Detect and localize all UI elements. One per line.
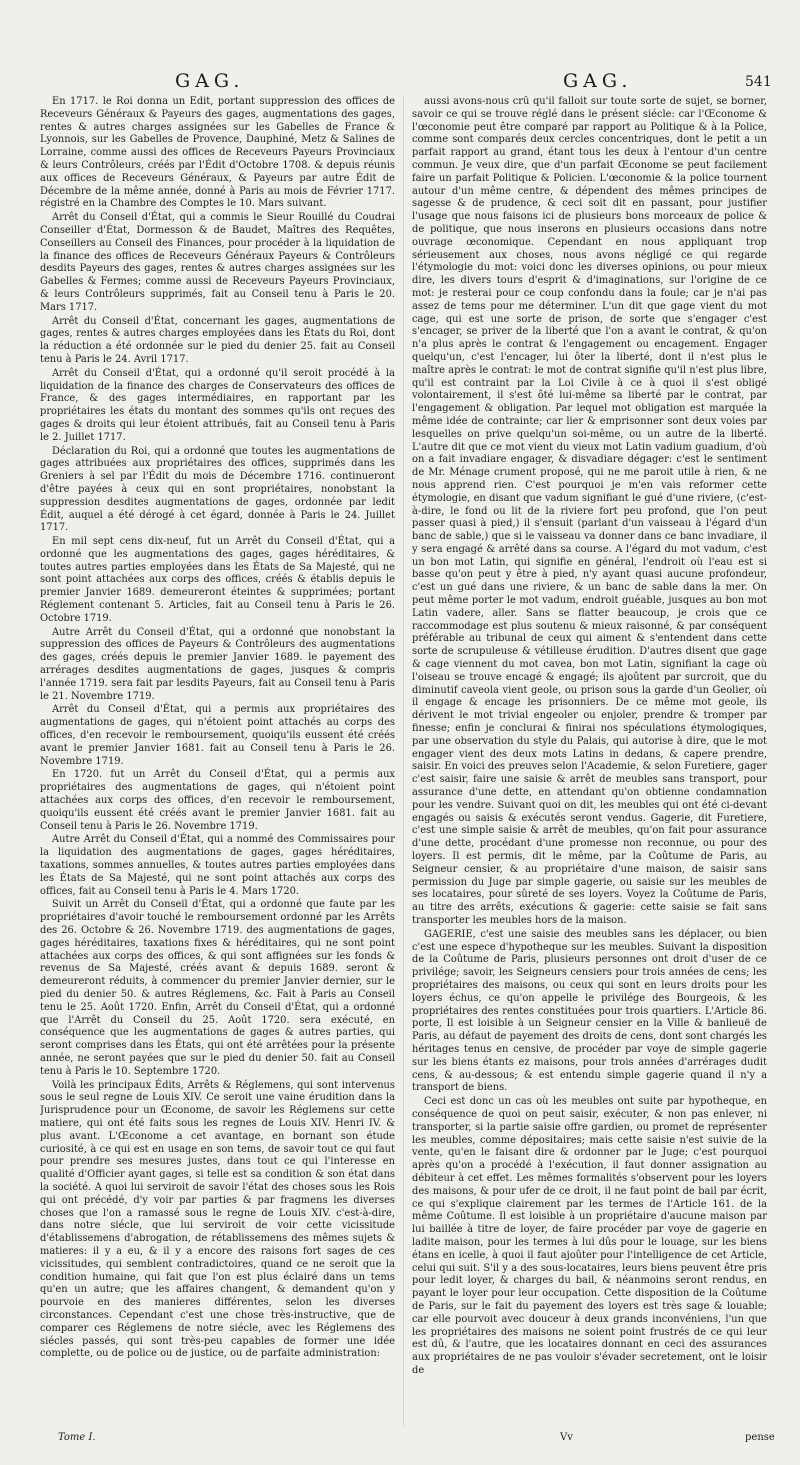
paragraph: Arrêt du Conseil d'État, qui a permis aux propriétaires des augmentations de gages, qui n'étoient point attachés au corps des offices, d'en recevoir le remboursement, quoiqu'ils eussent été créés avant le premier Janvier 1681. fait au Conseil tenu à Paris le 26. Novembre 1719. bbox=[40, 704, 395, 767]
paragraph: Suivit un Arrêt du Conseil d'État, qui a ordonné que faute par les propriétaires d'avoir touché le remboursement ordonné par les Arrêts des 26. Octobre & 26. Novembre 1719. des augmentations de gages, gages héréditaires, taxations fixes & héréditaires, qui ne sont point attachées aux corps des offices, & qui sont affignées sur les fonds & revenus de Sa Majesté, créés avant & depuis 1689. seront & demeureront réduits, à commencer du premier Janvier dernier, sur le pied du denier 50. & autres Réglemens, &c. Fait à Paris au Conseil tenu le 25. Août 1720. Enfin, Arrêt du Conseil d'État, qui a ordonné que l'Arrêt du Conseil du 25. Août 1720. sera exécuté, en conséquence que les augmentations de gages & autres parties, qui seront comprises dans les États, qui ont été arrêtées pour la présente année, ne seront payées que sur le pied du denier 50. fait au Conseil tenu à Paris le 10. Septembre 1720. bbox=[40, 899, 395, 1077]
paragraph: Autre Arrêt du Conseil d'État, qui a nommé des Commissaires pour la liquidation des augmentations de gages, gages héréditaires, taxations, sommes annuelles, & toutes autres parties employées dans les États de Sa Majesté, qui ne sont point attachés aux corps des offices, fait au Conseil tenu à Paris le 4. Mars 1720. bbox=[40, 834, 395, 897]
running-head-left: GAG. bbox=[175, 70, 245, 92]
paragraph: Déclaration du Roi, qui a ordonné que toutes les augmentations de gages attribuées aux propriétaires des offices, supprimés dans les Greniers à sel par l'Édit du mois de Décembre 1716. continueront d'être payées à ceux qui en sont propriétaires, nonobstant la suppression desdites augmentations de gages, ordonnée par ledit Édit, auquel a été dérogé à cet égard, donnée à Paris le 24. Juillet 1717. bbox=[40, 445, 395, 534]
paragraph: Arrêt du Conseil d'État, qui a ordonné qu'il seroit procédé à la liquidation de la finance des charges de Conservateurs des offices de France, & des gages intermédiaires, en rapportant par les propriétaires les états du montant des sommes qu'ils ont reçues des gages & droits qui leur étoient attribués, fait au Conseil tenu à Paris le 2. Juillet 1717. bbox=[40, 367, 395, 443]
paragraph: En mil sept cens dix-neuf, fut un Arrêt du Conseil d'État, qui a ordonné que les augmentations des gages, gages héréditaires, & toutes autres parties employées dans les États de Sa Majesté, qui ne sont point attachées aux corps des offices, créés & établis depuis le premier Janvier 1689. demeureront éteintes & supprimées; portant Réglement contenant 5. Articles, fait au Conseil tenu à Paris le 26. Octobre 1719. bbox=[40, 536, 395, 624]
paragraph: Arrêt du Conseil d'État, qui a commis le Sieur Rouillé du Coudrai Conseiller d'État, Dormesson & de Baudet, Maîtres des Requêtes, Conseillers au Conseil des Finances, pour procéder à la liquidation de la finance des offices de Receveurs Généraux Payeurs & Contrôleurs desdits Payeurs des gages, rentes & autres charges assignées sur les Gabelles & Fermes; comme aussi de Receveurs Payeurs Provinciaux, & leurs Contrôleurs supprimés, fait au Conseil tenu à Paris le 20. Mars 1717. bbox=[40, 212, 395, 313]
paragraph: Autre Arrêt du Conseil d'État, qui a ordonné que nonobstant la suppression des offices de Payeurs & Contrôleurs des augmentations des gages, créés depuis le premier Janvier 1689. le payement des arrérages desdites augmentations de gages, jusques & compris l'année 1719. sera fait par lesdits Payeurs, fait au Conseil tenu à Paris le 21. Novembre 1719. bbox=[40, 626, 395, 702]
paragraph: En 1720. fut un Arrêt du Conseil d'État, qui a permis aux propriétaires des augmentations de gages, qui n'étoient point attachées aux corps des offices, d'en recevoir le remboursement, quoiqu'ils eussent été créés avant le premier Janvier 1681. fait au Conseil tenu à Paris le 26. Novembre 1719. bbox=[40, 769, 395, 832]
paragraph: GAGERIE, c'est une saisie des meubles sans les déplacer, ou bien c'est une espece d'hypotheque sur les meubles. Suivant la disposition de la Coûtume de Paris, plusieurs personnes ont droit d'user de ce privilége; savoir, les Seigneurs censiers pour trois années de cens; les propriétaires des maisons, ou ceux qui sont en leurs droits pour les loyers échus, ce qu'on appelle le privilége des Bourgeois, & les propriétaires des rentes constituées pour trois quartiers. L'Article 86. porte, Il est loisible à un Seigneur censier en la Ville & banlieuë de Paris, au défaut de payement des droits de cens, dont sont chargés les héritages tenus en censive, de procéder par voye de simple gagerie sur les biens étants ez maisons, pour trois années d'arrérages dudit cens, & au-dessous; & est entendu simple gagerie quand il n'y a transport de biens. bbox=[412, 928, 767, 1094]
paragraph: Ceci est donc un cas où les meubles ont suite par hypotheque, en conséquence de quoi on peut saisir, exécuter, & non pas enlever, ni transporter, si la partie saisie offre gardien, ou promet de représenter les meubles, comme dépositaires; mais cette saisie n'est suivie de la vente, qu'en le faisant dire & ordonner par le Juge; c'est pourquoi après qu'on a procédé à l'exécution, il faut donner assignation au débiteur à cet effet. Les mêmes formalités s'observent pour les loyers des maisons, & pour ufer de ce droit, il ne faut point de bail par écrit, ce qui s'explique clairement par les termes de l'Article 161. de la même Coûtume. Il est loisible à un propriétaire d'aucune maison par lui baillée à titre de loyer, de faire procéder par voye de gagerie en ladite maison, pour les termes à lui dûs pour le louage, sur les biens étans en icelle, à quoi il faut ajoûter pour l'intelligence de cet Article, celui qui suit. S'il y a des sous-locataires, leurs biens peuvent être pris pour ledit loyer, & charges du bail, & néanmoins seront rendus, en payant le loyer pour leur occupation. Cette disposition de la Coûtume de Paris, sur le fait du payement des loyers est très sage & louable; car elle pourvoit avec douceur à deux grands inconvéniens, l'un que les propriétaires des maisons ne soient point frustrés de ce qui leur est dû, & l'autre, que les locataires donnant en ceci des assurances aux propriétaires de ne pas vouloir s'évader secretement, ont le loisir de bbox=[412, 1096, 767, 1376]
catchword: pense bbox=[745, 1432, 775, 1443]
volume-mark: Tome I. bbox=[58, 1432, 96, 1443]
paragraph: aussi avons-nous crû qu'il falloit sur toute sorte de sujet, se borner, savoir ce qui se trouve réglé dans le présent siécle: car l'Œconome & l'œconomie peut être comparé par rapport au Politique & à la Police, comme sont comparés deux cercles concentriques, dont le petit a un parfait rapport au grand, étant tous les deux à l'entour d'un centre commun. Je veux dire, que d'un parfait Œconome se peut facilement faire un parfait Politique & Policien. L'œconomie & la police tournent autour d'un même centre, & dépendent des mêmes principes de sagesse & de prudence, & ceci soit dit en passant, pour justifier l'usage que nous faisons ici de plusieurs bons morceaux de police & de politique, que nous inserons en plusieurs occasions dans notre ouvrage œconomique. Cependant en nous appliquant trop sérieusement aux choses, nous avons négligé ce qui regarde l'étymologie du mot: voici donc les diverses opinions, ou pour mieux dire, les divers tours d'esprit & d'imaginations, sur l'origine de ce mot: je resterai pour ce coup confondu dans la foule; car je n'ai pas assez de tems pour me déterminer. L'un dit que gage vient du mot cage, qui est une sorte de prison, de sorte que s'engager c'est s'encager, se priver de la liberté que l'on a avant le contrat, & qu'on n'a plus après le contrat & l'engagement ou encagement. Engager quelqu'un, c'est l'encager, lui ôter la liberté, dont il n'est plus le maître après le contrat: le mot de contrat signifie qu'il n'est plus libre, qu'il est contraint par la Loi Civile à ce à quoi il s'est obligé volontairement, il s'est ôté lui-même sa liberté par le contrat, par l'engagement & obligation. Par lequel mot obligation est marquée la même idée de contrainte; car lier & emprisonner sont deux voies par lesquelles on prive quelqu'un soi-même, ou un autre de la liberté. L'autre dit que ce mot vient du vieux mot Latin vadium guadium, d'où on a fait invadiare engager, & disvadiare dégager: c'est le sentiment de Mr. Ménage crument proposé, qui ne me paroit utile à rien, & ne nous apprend rien. C'est pourquoi je m'en vais reformer cette étymologie, en disant que vadum signifiant le gué d'une riviere, (c'est-à-dire, le fond ou lit de la riviere fort peu profond, que l'on peut passer quasi à pied,) il s'ensuit (parlant d'un vaisseau à l'égard d'un banc de sable,) que si le vaisseau va donner dans ce banc invadiare, il y sera engagé & arrêté dans sa course. A l'égard du mot vadum, c'est un bon mot Latin, qui signifie en général, l'endroit où l'eau est si basse qu'on peut y être à pied, n'y ayant quasi aucune profondeur, c'est un gué dans une riviere, & un banc de sable dans la mer. On peut même porter le mot vadum, endroit guéable, jusques au bon mot Latin vadere, aller. Sans se flatter beaucoup, je crois que ce raccommodage est plus soutenu & mieux raisonné, & par conséquent préférable au tribunal de ceux qui aiment & s'entendent dans cette sorte de scrupuleuse & vétilleuse érudition. D'autres disent que gage & cage viennent du mot cavea, bon mot Latin, signifiant la cage où l'oiseau se trouve encagé & engagé; ils ajoûtent par surcroit, que du diminutif caveola vient geole, ou prison sous la garde d'un Geolier, où il engage & encage les prisonniers. De ce même mot geole, ils dérivent le mot trivial engeoler ou enjoler, prendre & tromper par finesse; enfin je conclurai & finirai nos spéculations étymologiques, par une observation du style du Palais, qui autorise à dire, que le mot engager vient des deux mots Latins in dedans, & capere prendre, saisir. En voici des preuves selon l'Academie, & selon Furetiere, gager c'est saisir, faire une saisie & arrêt de meubles sans transport, pour assurance d'une dette, en attendant qu'on obtienne condamnation pour les vendre. Suivant quoi on dit, les meubles qui ont été ci-devant engagés ou saisis & exécutés seront vendus. Gagerie, dit Furetiere, c'est une simple saisie & arrêt de meubles, qu'on fait pour assurance d'une dette, procédant d'une promesse non reconnue, ou pour des loyers. Il est permis, dit le même, par la Coûtume de Paris, au Seigneur censier, & au propriétaire d'une maison, de saisir sans permission du Juge par simple gagerie, ou saisie sur les meubles de ses locataires, pour sûreté de ses loyers. Voyez la Coûtume de Paris, au titre des arrêts, exécutions & gagerie: cette saisie se fait sans transporter les meubles hors de la maison. bbox=[412, 96, 767, 926]
page-number: 541 bbox=[745, 74, 772, 90]
paragraph: En 1717. le Roi donna un Édit, portant suppression des offices de Receveurs Généraux & Payeurs des gages, augmentations des gages, rentes & autres charges assignées sur les Gabelles de France & Lyonnois, sur les Gabelles de Provence, Dauphiné, Metz & Salines de Lorraine, comme aussi des offices de Receveurs Payeurs Provinciaux & leurs Contrôleurs, créés par l'Édit d'Octobre 1708. & depuis réunis aux offices de Receveurs Généraux, & Payeurs par autre Édit de Décembre de la même année, donné à Paris au mois de Février 1717. régistré en la Chambre des Comptes le 10. Mars suivant. bbox=[40, 96, 395, 210]
paragraph: Voilà les principaux Édits, Arrêts & Réglemens, qui sont intervenus sous le seul regne de Louis XIV. Ce seroit une vaine érudition dans la Jurisprudence pour un Œconome, de savoir les Réglemens sur cette matiere, qui ont été faits sous les regnes de Louis XIV. Henri IV. & plus avant. L'Œconome a cet avantage, en bornant son étude curiosité, à ce qui est en usage en son tems, de savoir tout ce qui faut pour prendre ses mesures justes, dans tout ce qui l'interesse en qualité d'Officier ayant gages, si telle est sa condition & son état dans la société. A quoi lui serviroit de savoir l'état des choses sous les Rois qui ont précédé, d'y voir par parties & par fragmens les diverses choses que l'on a ramassé sous le regne de Louis XIV. c'est-à-dire, dans notre siécle, que lui serviroit de voir cette vicissitude d'établissemens d'abrogation, de rétablissemens des mêmes sujets & matieres: il y a eu, & il y a encore des raisons fort sages de ces vicissitudes, qui semblent contradictoires, quand ce ne seroit que la condition humaine, qui fait que l'on est plus éclairé dans un tems qu'en un autre; que les affaires changent, & demandent qu'on y pourvoie en des manieres différentes, selon les diverses circonstances. Cependant c'est une chose très-instructive, que de comparer ces Réglemens de notre siécle, avec les Réglemens des siécles passés, qui sont très-peu capables de former une idée complette, ou de police ou de justice, ou de parfaite administration: bbox=[40, 1079, 395, 1360]
right-column bbox=[412, 96, 767, 1434]
running-head-right: GAG. bbox=[563, 70, 633, 92]
paragraph: Arrêt du Conseil d'État, concernant les gages, augmentations de gages, rentes & autres charges employées dans les États du Roi, dont la réduction a été ordonnée sur le pied du denier 25. fait au Conseil tenu à Paris le 24. Avril 1717. bbox=[40, 315, 395, 365]
column-gutter bbox=[403, 96, 404, 1426]
signature-mark: Vv bbox=[560, 1432, 573, 1443]
left-column bbox=[40, 96, 395, 1434]
